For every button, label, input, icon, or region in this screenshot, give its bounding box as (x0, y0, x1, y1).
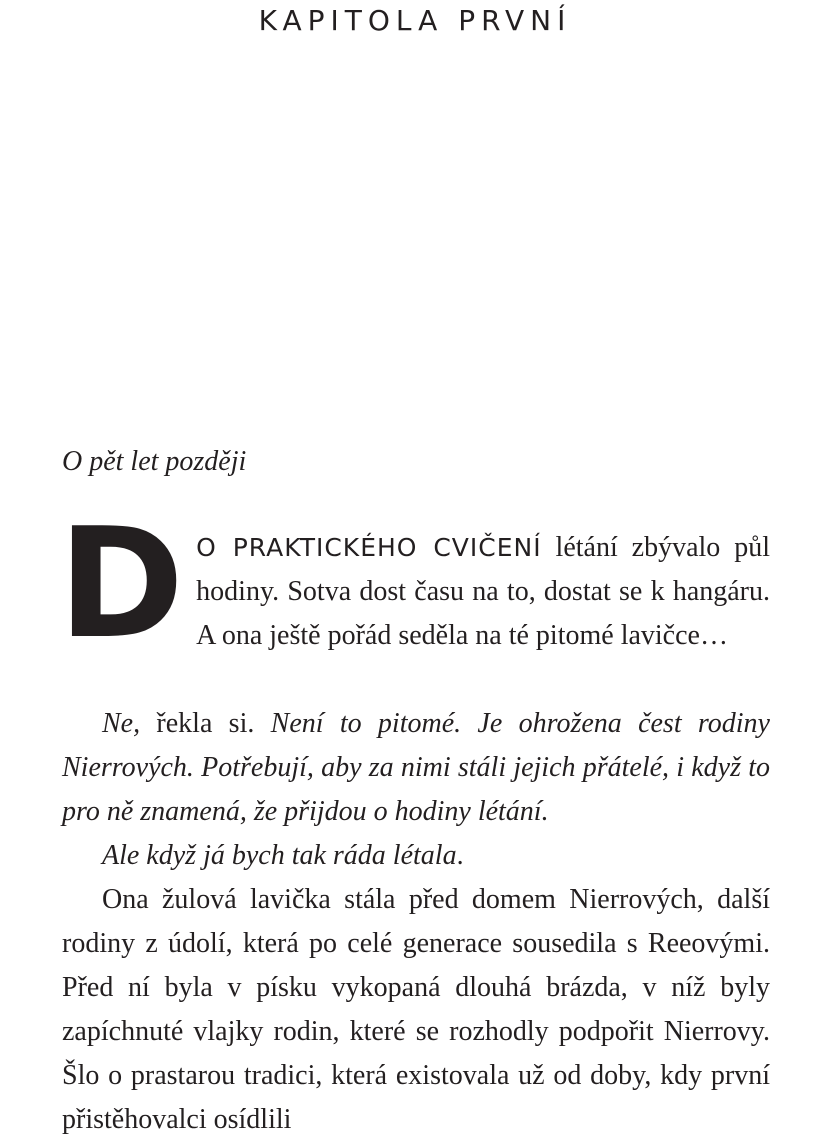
paragraph-2-italic-a: Ne, (102, 708, 141, 739)
lead-smallcaps: O PRAKTICKÉHO CVIČENÍ (196, 533, 542, 562)
paragraph-3-end: . (456, 840, 464, 871)
paragraph-3-italic: Ale když já bych tak ráda létala (102, 840, 457, 871)
paragraph-bench: Ona žulová lavička stála před domem Nierrových, další rodiny z údolí, která po celé generace sousedila s Reeovými. Před ní byla v písku vykopaná dlouhá brázda, v níž byly zapíchnuté vlajky rodin, které se rozhodly podpořit Nierrovy. Šlo o prastarou tradici, která existovala už od doby, kdy první přistěhovalci osídlili (62, 884, 770, 1135)
paragraph-2-italic-b: Není to pitomé. Je ohrožena čest rodiny Nierrových. Potřebují, aby za nimi stáli jejich přátelé, i když to pro ně znamená, že přijdou o hodiny létání. (62, 708, 770, 827)
first-paragraph (58, 495, 770, 672)
paragraph-2-plain: řekla si. (140, 708, 271, 739)
body-text (62, 702, 770, 1142)
paragraph-wish (62, 834, 770, 878)
first-paragraph-text: létání zbývalo půl hodiny. Sotva dost času na to, dostat se k hangáru. A ona ještě pořád seděla na té pitomé lavičce… (196, 532, 770, 651)
drop-cap: D (58, 495, 185, 672)
time-note: O pět let později (62, 446, 247, 477)
chapter-heading: KAPITOLA PRVNÍ (258, 4, 572, 37)
paragraph-inner-thought (62, 702, 770, 834)
